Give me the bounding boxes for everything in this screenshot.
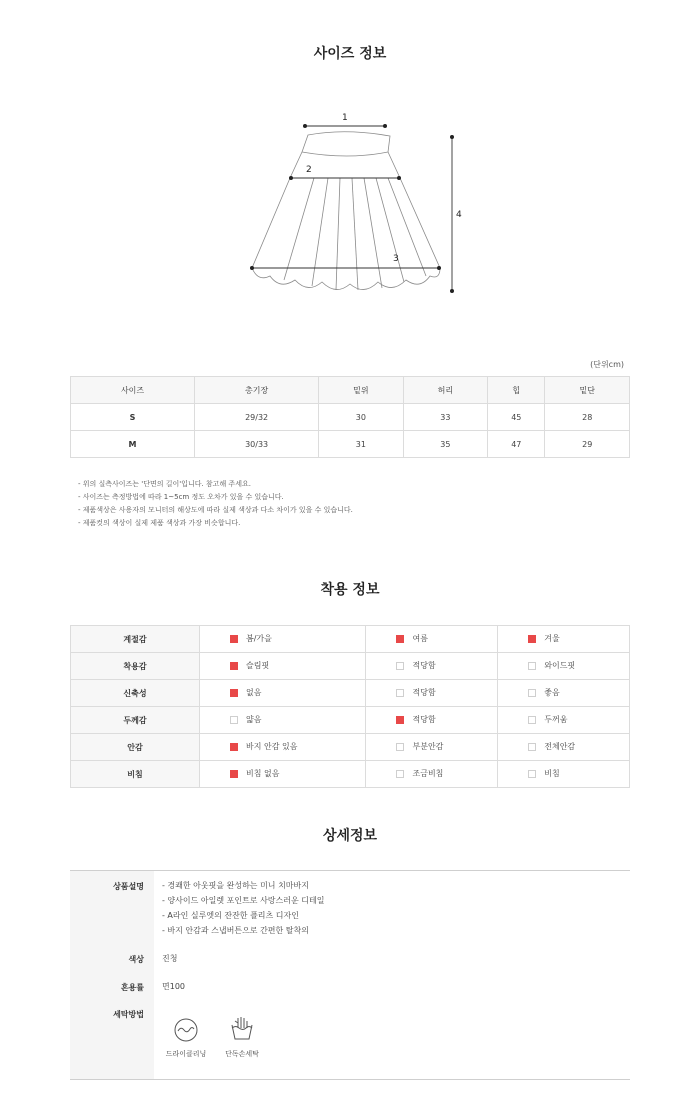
unchecked-box-icon [230,716,238,724]
wear-option-cell [498,626,630,653]
wear-option-cell [366,626,498,653]
table-row [71,431,630,458]
color-label: 색상 [128,955,144,964]
wear-option-cell [498,680,630,707]
wear-option-cell [366,680,498,707]
wear-row-label: 두께감 [71,707,200,734]
wear-option-label: 두꺼움 [544,715,568,725]
wear-option [200,660,269,671]
wear-row [71,680,630,707]
wear-option-cell [366,761,498,788]
wear-option [200,768,279,779]
wear-option-label: 비침 [544,769,560,779]
dry-clean-icon [173,1017,199,1043]
wear-row [71,761,630,788]
wear-option-cell [498,761,630,788]
note-line: - 제품컷의 색상이 실제 제품 색상과 가장 비슷합니다. [78,519,241,527]
wear-option [498,633,559,644]
checked-box-icon [528,635,536,643]
measure-label-4: 4 [456,210,462,220]
description-line: - A라인 실루엣의 잔잔한 플리츠 디자인 [162,911,299,920]
wear-option-cell [366,653,498,680]
unchecked-box-icon [528,770,536,778]
wear-option-cell [200,707,366,734]
size-name: S [71,404,195,431]
size-notes [78,478,353,530]
checked-box-icon [230,743,238,751]
checked-box-icon [230,635,238,643]
wear-option-label: 바지 안감 있음 [246,742,298,752]
color-value: 진청 [162,954,178,963]
unchecked-box-icon [528,662,536,670]
header-cell: 밑위 [319,377,403,404]
header-cell: 밑단 [545,377,630,404]
size-section-title: 사이즈 정보 [313,46,387,62]
unchecked-box-icon [528,689,536,697]
measure-label-3: 3 [393,254,399,264]
size-table-header [71,377,630,404]
wear-option-cell [200,680,366,707]
wear-option-label: 조금비침 [412,769,444,779]
table-cell: 29/32 [195,404,319,431]
wear-option [498,714,567,725]
detail-info-box [70,870,630,1080]
material-value: 면100 [162,982,185,991]
wear-option [498,741,575,752]
checked-box-icon [230,662,238,670]
hand-wash-icon [229,1015,255,1043]
description-label: 상품설명 [113,882,144,891]
checked-box-icon [230,770,238,778]
note-line: - 사이즈는 측정방법에 따라 1~5cm 정도 오차가 있을 수 있습니다. [78,493,284,501]
wear-option-label: 슬림핏 [246,661,270,671]
wear-option-label: 좋음 [544,688,560,698]
wear-section-title: 착용 정보 [320,582,380,598]
detail-section-title: 상세정보 [322,828,378,844]
checked-box-icon [230,689,238,697]
table-cell: 35 [403,431,487,458]
header-cell: 사이즈 [71,377,195,404]
table-cell: 47 [488,431,545,458]
wear-row-label: 비침 [71,761,200,788]
wear-option-label: 전체안감 [544,742,576,752]
wear-row-label: 착용감 [71,653,200,680]
wear-option-label: 비침 없음 [246,769,280,779]
table-cell: 31 [319,431,403,458]
wear-option-label: 적당함 [412,688,436,698]
wear-option-label: 와이드핏 [544,661,576,671]
header-cell: 힙 [488,377,545,404]
care-item-label: 단독손세탁 [225,1050,259,1058]
wear-option [498,660,575,671]
wear-option-cell [498,653,630,680]
wear-option [498,768,559,779]
wear-option-cell [366,734,498,761]
wear-option [200,633,272,644]
wear-option-cell [498,707,630,734]
table-cell: 30/33 [195,431,319,458]
wear-option [366,768,443,779]
wear-option-cell [498,734,630,761]
unchecked-box-icon [396,662,404,670]
description-line: - 경쾌한 아웃핏을 완성하는 미니 치마바지 [162,881,309,890]
table-cell: 30 [319,404,403,431]
material-label: 혼용률 [120,983,144,992]
wear-option [366,687,435,698]
unit-label: (단위cm) [590,360,624,369]
care-item-label: 드라이클리닝 [165,1050,207,1058]
measure-label-2: 2 [306,165,312,175]
wear-info-table [70,625,630,788]
unchecked-box-icon [528,716,536,724]
wear-row [71,653,630,680]
wear-option [366,714,435,725]
wear-option-label: 적당함 [412,661,436,671]
wear-option-label: 겨울 [544,634,560,644]
table-cell: 33 [403,404,487,431]
wear-option [366,633,427,644]
description-line: - 바지 안감과 스냅버튼으로 간편한 탈착의 [162,926,309,935]
unchecked-box-icon [528,743,536,751]
wear-option [366,660,435,671]
header-cell: 허리 [403,377,487,404]
wear-option [366,741,443,752]
checked-box-icon [396,635,404,643]
wear-option-label: 얇음 [246,715,262,725]
wear-row [71,707,630,734]
care-item-hand-wash [220,1015,264,1059]
size-name: M [71,431,195,458]
unchecked-box-icon [396,743,404,751]
note-line: - 위의 실측사이즈는 '단면의 길이'입니다. 참고해 주세요. [78,480,251,488]
table-cell: 29 [545,431,630,458]
care-item-dry-clean [162,1017,210,1059]
wear-row-label: 계절감 [71,626,200,653]
unchecked-box-icon [396,689,404,697]
table-cell: 45 [488,404,545,431]
wear-option-label: 여름 [412,634,428,644]
wear-option-cell [200,761,366,788]
wear-option-cell [200,626,366,653]
detail-label-column [70,871,154,1079]
care-label: 세탁방법 [113,1010,144,1019]
wear-option-cell [200,653,366,680]
wear-row [71,626,630,653]
wear-option-label: 적당함 [412,715,436,725]
skirt-measurement-diagram [240,104,470,304]
wear-option-label: 봄/가을 [246,634,272,644]
wear-option-label: 없음 [246,688,262,698]
size-table [70,376,630,458]
description-line: - 양사이드 아일렛 포인트로 사랑스러운 디테일 [162,896,325,905]
wear-option-cell [200,734,366,761]
wear-option-cell [366,707,498,734]
wear-option-label: 부분안감 [412,742,444,752]
note-line: - 제품색상은 사용자의 모니터의 해상도에 따라 실제 색상과 다소 차이가 있을 수 있습니다. [78,506,353,514]
wear-row [71,734,630,761]
wear-row-label: 신축성 [71,680,200,707]
wear-option [498,687,559,698]
description-list [162,878,324,938]
wear-option [200,714,261,725]
measure-label-1: 1 [342,113,348,123]
unchecked-box-icon [396,770,404,778]
table-cell: 28 [545,404,630,431]
table-row [71,404,630,431]
wear-option [200,741,297,752]
checked-box-icon [396,716,404,724]
wear-option [200,687,261,698]
header-cell: 총기장 [195,377,319,404]
wear-row-label: 안감 [71,734,200,761]
